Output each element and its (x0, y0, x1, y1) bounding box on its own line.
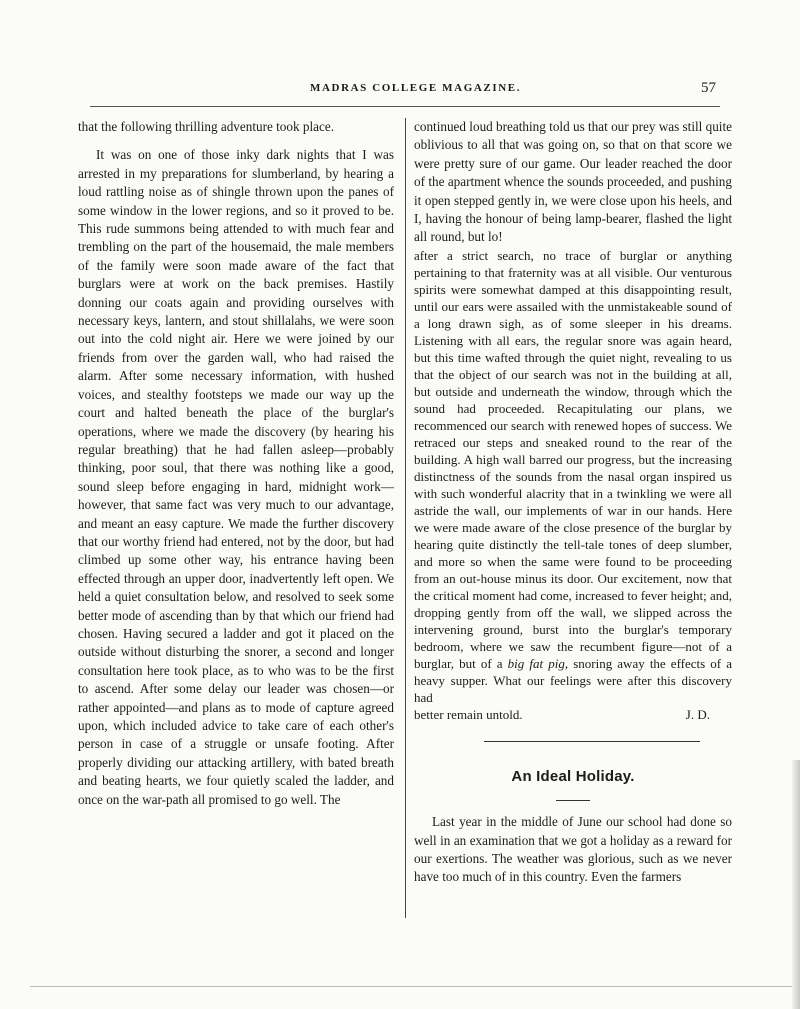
right-paragraph-2 (414, 247, 732, 706)
right-paragraph-2-end: snoring away the effects of a heavy supper. What our feelings were after this discovery had (414, 655, 733, 705)
right-paragraph-1: continued loud breathing told us that our prey was still quite oblivious to all that was going on, so that on that score we were pretty sure of our game. Our leader reached the door of the apartment whence the sounds proceeded, and pushing it open stepped gently in, we were close upon his heels, and I, having the honour of being lamp-bearer, flashed the light all round, but lo! (414, 119, 732, 245)
page-header (90, 80, 720, 100)
closing-line: better remain untold. (414, 706, 523, 722)
right-column (414, 118, 732, 887)
left-column (78, 118, 394, 809)
signoff-row (414, 706, 732, 723)
title-underline (556, 800, 590, 801)
left-paragraph-main: It was on one of those inky dark nights that I was arrested in my preparations for slumberland, by hearing a loud rattling noise as of shingle thrown upon the panes of some window in the lower regions, and so it proved to be. This rude summons being attended to with much fear and trembling on the part of the housemaid, the male members of the family were soon made aware of the fact that burglars were at work on the back premises. Hastily donning our coats again and providing ourselves with necessary keys, lantern, and stout shillalahs, we were soon out into the cold night air. Here we were joined by our friends from over the garden wall, who had raised the alarm. After some necessary information, with hushed voices, and stealthy footsteps we made our way up the court and halted beneath the place of the burglar's operations, where we made the discovery (by hearing his regular breathing) that he had fallen asleep—probably thinking, poor soul, that there was nothing like a good, sound sleep before engaging in hard, midnight work—however, that same fact was very much to our advantage, and meant an easy capture. We made the further discovery that our worthy friend had entered, not by the door, but had climbed up some other way, his entrance having been effected through an upper door, inadvertently left open. We held a quiet consultation below, and resolved to seek some better mode of ascending than by that which our friend had chosen. Having secured a ladder and got it placed on the outside without disturbing the snorer, a second and longer consultation here took place, as to who was to be the first to ascend. After some delay our leader was chosen—or rather appointed—and plans as to mode of capture agreed upon, which included advice to take care of each other's person in case of a struggle or unsafe footing. After properly dividing our attacking artillery, with bated breath and beating hearts, we four quietly scaled the ladder, and once on the war-path all promised to go well. The (78, 147, 394, 807)
running-head: MADRAS COLLEGE MAGAZINE. (310, 82, 522, 94)
column-divider (405, 118, 406, 918)
header-rule (90, 106, 720, 107)
author-signature: J. D. (685, 706, 710, 722)
section-body: Last year in the middle of June our school had done so well in an examination that we got a holiday as a reward for our exertions. The weather was glorious, such as we never have too much of in this country. Even the farmers (414, 814, 732, 885)
bottom-rule (30, 986, 800, 987)
section-title: An Ideal Holiday. (511, 767, 635, 785)
italic-phrase: big fat pig, (507, 655, 569, 671)
page-edge-shadow (792, 760, 800, 1009)
section-separator (484, 741, 700, 742)
left-paragraph-continuation: that the following thrilling adventure took place. (78, 119, 334, 134)
right-paragraph-2-text: after a strict search, no trace of burglar or anything pertaining to that fraternity was at all visible. Our venturous spirits were somewhat damped at this disappointing result, until our ears were assailed with the unmistakeable sound of a long drawn sigh, as of some sleeper in his dreams. Listening with all ears, the regular snore was again heard, but this time wafted through the quiet night, revealing to us that the object of our search was not in the building at all, but outside and underneath the window, through which the sound had proceeded. Recapitulating our plans, we recommenced our search with renewed hopes of success. We retraced our steps and sneaked round to the rear of the building. A high wall barred our progress, but the increasing distinctness of the sounds from the nasal organ inspired us with such wonderful alacrity that in a twinkling we were all astride the wall, our implements of war in our hands. Here we were made aware of the close presence of the burglar by hearing quite distinctly the tell-tale tones of deep slumber, and more so when the same were found to be proceeding from an out-house minus its door. Our excitement, now that the critical moment had come, increased to fever height; and, dropping gently from off the wall, we slipped across the intervening ground, burst into the burglar's temporary bedroom, where we saw the recumbent figure—not of a burglar, but of a (414, 247, 733, 671)
page-number: 57 (701, 80, 716, 96)
